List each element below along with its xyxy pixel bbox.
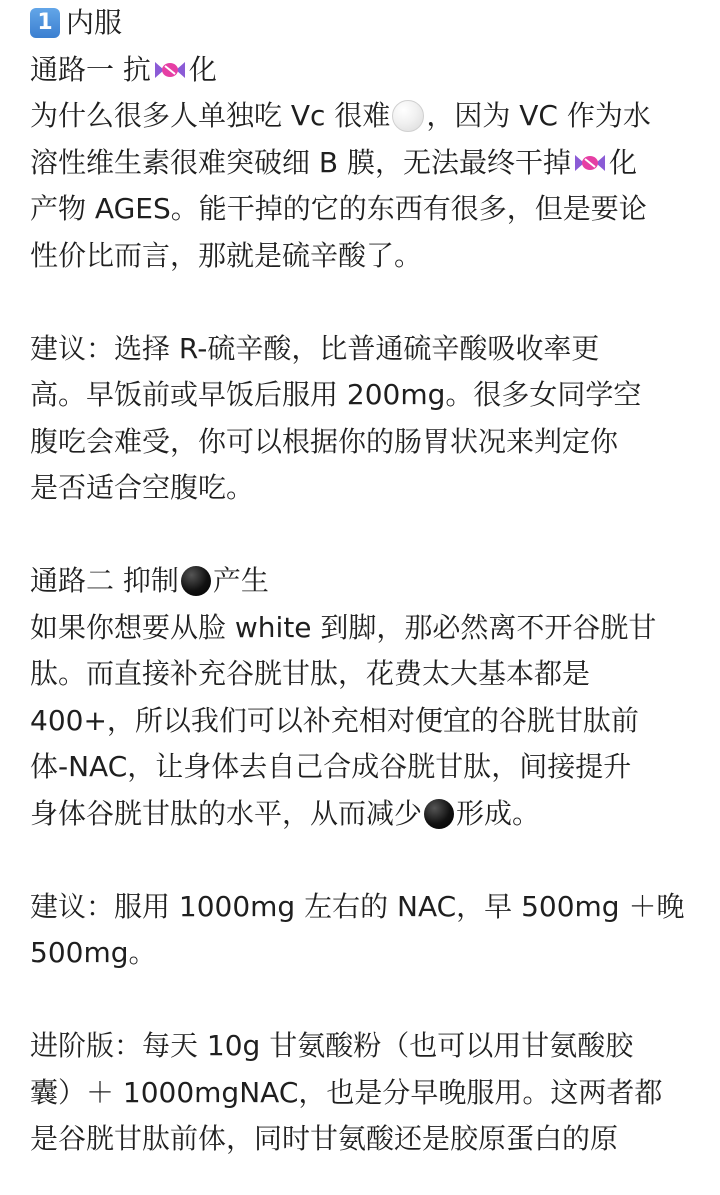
paragraph-line: 如果你想要从脸 white 到脚，那必然离不开谷胱甘	[30, 610, 657, 644]
paragraph-line: 400+，所以我们可以补充相对便宜的谷胱甘肽前	[30, 703, 639, 737]
route1-title-text: 通路一 抗	[30, 52, 151, 86]
route1-title-suffix: 化	[188, 52, 217, 86]
advice-line: 腹吃会难受，你可以根据你的肠胃状况来判定你	[30, 424, 619, 458]
advice-line: 建议：服用 1000mg 左右的 NAC，早 500mg ＋晚	[30, 889, 685, 923]
paragraph-line	[30, 791, 690, 838]
advanced-line: 进阶版：每天 10g 甘氨酸粉（也可以用甘氨酸胶	[30, 1029, 634, 1062]
white-circle-icon	[392, 100, 424, 132]
section-heading	[30, 0, 690, 47]
blank-line	[30, 977, 690, 1024]
advanced-line: 是谷胱甘肽前体，同时甘氨酸还是胶原蛋白的原	[30, 1122, 619, 1155]
route2-title-suffix: 产生	[212, 564, 269, 597]
blank-line	[30, 837, 690, 884]
text-span: 形成。	[456, 796, 541, 830]
blank-line	[30, 279, 690, 326]
blank-line	[30, 512, 690, 559]
paragraph-line	[30, 140, 690, 187]
paragraph-line: 产物 AGES。能干掉的它的东西有很多，但是要论	[30, 192, 647, 225]
note-content	[30, 0, 690, 1163]
paragraph-line: 肽。而直接补充谷胱甘肽，花费太大基本都是	[30, 657, 591, 690]
candy-icon	[153, 55, 187, 85]
black-circle-icon	[181, 566, 211, 596]
paragraph-line: 性价比而言，那就是硫辛酸了。	[30, 238, 423, 272]
advanced-line: 囊）＋ 1000mgNAC，也是分早晚服用。这两者都	[30, 1075, 663, 1109]
text-span: 身体谷胱甘肽的水平，从而减少	[30, 796, 423, 830]
candy-icon	[573, 148, 607, 178]
route2-title	[30, 558, 690, 605]
advice-line: 建议：选择 R-硫辛酸，比普通硫辛酸吸收率更	[30, 331, 600, 365]
advice-line: 高。早饭前或早饭后服用 200mg。很多女同学空	[30, 378, 642, 411]
text-span: ，因为 VC 作为水	[426, 99, 651, 132]
advice-line: 500mg。	[30, 936, 157, 969]
route1-title	[30, 47, 690, 94]
text-span: 化	[609, 145, 638, 179]
text-span: 为什么很多人单独吃 Vc 很难	[30, 99, 391, 132]
black-circle-icon	[424, 799, 454, 829]
paragraph-line: 体-NAC，让身体去自己合成谷胱甘肽，间接提升	[30, 750, 632, 783]
section-heading-text: 内服	[66, 6, 123, 39]
paragraph-line	[30, 93, 690, 140]
route2-title-text: 通路二 抑制	[30, 564, 179, 597]
keycap-1-icon: 1	[30, 8, 60, 38]
text-span: 溶性维生素很难突破细 B 膜，无法最终干掉	[30, 145, 572, 179]
advice-line: 是否适合空腹吃。	[30, 471, 255, 504]
